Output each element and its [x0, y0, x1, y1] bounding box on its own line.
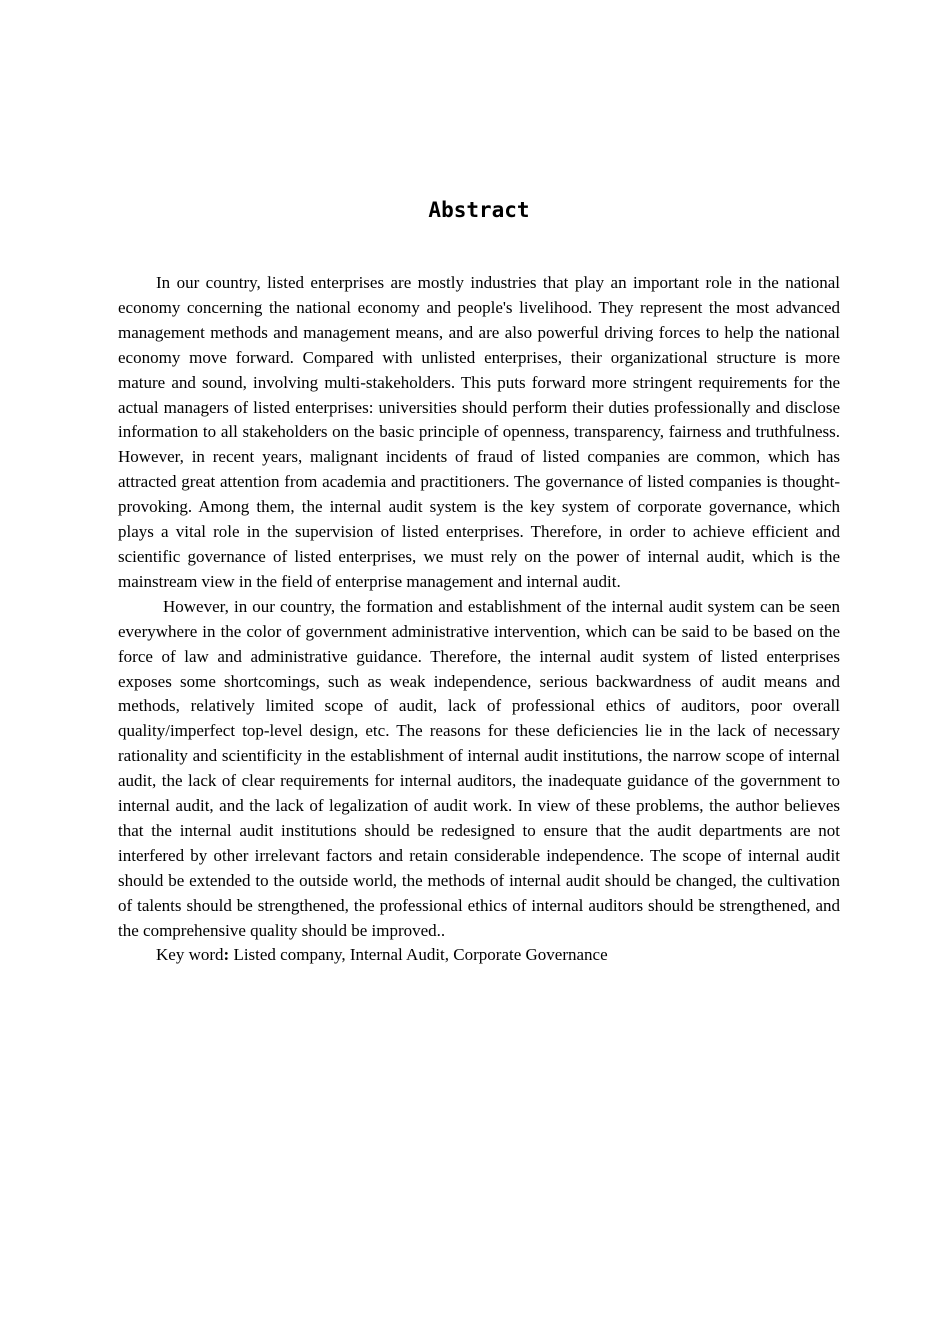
- keywords-line: [118, 943, 840, 968]
- abstract-paragraph-2: However, in our country, the formation and establishment of the internal audit system can be seen everywhere in the color of government administrative intervention, which can be said to be based on the force of law and administrative guidance. Therefore, the internal audit system of listed enterprises exposes some shortcomings, such as weak independence, serious backwardness of audit means and methods, relatively limited scope of audit, lack of professional ethics of auditors, poor overall quality/imperfect top-level design, etc. The reasons for these deficiencies lie in the lack of necessary rationality and scientificity in the establishment of internal audit institutions, the narrow scope of internal audit, the lack of clear requirements for internal auditors, the inadequate guidance of the government to internal audit, and the lack of legalization of audit work. In view of these problems, the author believes that the internal audit institutions should be redesigned to ensure that the audit departments are not interfered by other irrelevant factors and retain considerable independence. The scope of internal audit should be extended to the outside world, the methods of internal audit should be changed, the cultivation of talents should be strengthened, the professional ethics of internal auditors should be strengthened, and the comprehensive quality should be improved..: [118, 596, 840, 940]
- keywords-separator: :: [223, 945, 230, 965]
- abstract-body: [118, 271, 840, 968]
- page-title: Abstract: [428, 198, 530, 223]
- keywords-text: Listed company, Internal Audit, Corporate Governance: [229, 945, 608, 965]
- keywords-label: Key word: [156, 945, 224, 965]
- abstract-paragraph-1: In our country, listed enterprises are mostly industries that play an important role in the national economy concerning the national economy and people's livelihood. They represent the most advanced management methods and management means, and are also powerful driving forces to help the national economy move forward. Compared with unlisted enterprises, their organizational structure is more mature and sound, involving multi-stakeholders. This puts forward more stringent requirements for the actual managers of listed enterprises: universities should perform their duties professionally and disclose information to all stakeholders on the basic principle of openness, transparency, fairness and truthfulness. However, in recent years, malignant incidents of fraud of listed companies are common, which has attracted great attention from academia and practitioners. The governance of listed companies is thought-provoking. Among them, the internal audit system is the key system of corporate governance, which plays a vital role in the supervision of listed enterprises. Therefore, in order to achieve efficient and scientific governance of listed enterprises, we must rely on the power of internal audit, which is the mainstream view in the field of enterprise management and internal audit.: [118, 273, 840, 591]
